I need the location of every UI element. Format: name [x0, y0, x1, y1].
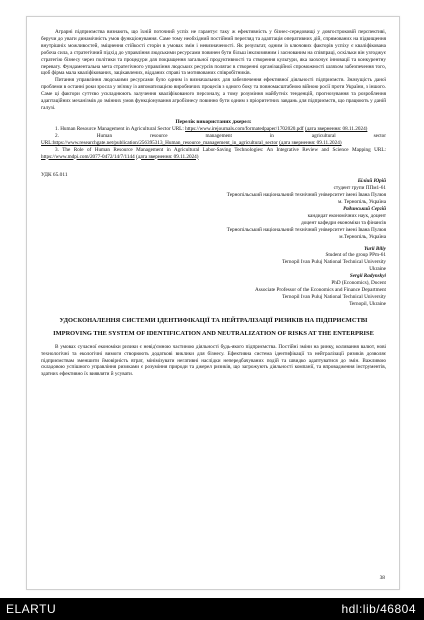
- abstract-paragraph: В умовах сучасної економіки ризики є невід'ємною частиною діяльності будь-якого підприємства. Постійні зміни на ринку, коливання валют, нові технологічні та екологічні вимоги створюють додаткові виклики для бізнесу. Ефективна система ідентифікації та нейтралізації ризиків дозволяє підприємствам зменшити ймовірність втрат, мінімізувати негативні наслідки непередбачуваних подій та швидко адаптуватися до змін. Важливою складовою успішного управління ризиками є розуміння природи та джерел ризиків, що загрожують діяльності компанії, та впровадження інструментів, здатних ефективно їх виявляти й усувати.: [41, 343, 386, 378]
- author-name: Біліий Юрій: [357, 178, 386, 185]
- reference-date: (дата звернення: 09.11.2024): [136, 153, 199, 160]
- reference-text: Human Resource Management in Agricultural Sector URL:: [60, 125, 184, 132]
- reference-number: 1.: [55, 125, 59, 132]
- reference-link[interactable]: https://www.irejournals.com/formatedpaper/1702020.pdf: [185, 125, 304, 132]
- body-paragraph-2: Питання управління людськими ресурсами було одним із визначальних для забезпечення ефективної діяльності підприємств. Значущість даної проблеми в останні роки зросла у зв'язку із автоматизацією виробничих процесів з одного боку та повномасштабною війною росії проти України, з іншого. Саме ці фактори суттєво ускладнюють залучення кваліфікованого персоналу, а тому розуміння майбутніх тенденцій, прогнозування та розроблення адаптаційних механізмів до змінних умов функціонування агробізнесу повинно бути одним з пріоритетних завдань для підприємств, що працюють у даній галузі.: [41, 77, 386, 111]
- author-info-line: кандидат економічних наук, доцент: [307, 212, 386, 219]
- references-title: Перелік використаних джерел:: [175, 118, 252, 125]
- author-name: Sergii Radynskyi: [349, 273, 386, 280]
- handle-identifier[interactable]: hdl:lib/46804: [341, 602, 416, 616]
- page-number: 38: [379, 575, 385, 581]
- reference-item: [41, 126, 386, 133]
- author-name: Радинський Сергій: [343, 206, 386, 213]
- page-content: [41, 29, 386, 378]
- author-info-line: Student of the group PPm-61: [325, 252, 386, 259]
- reference-link[interactable]: https://www.mdpi.com/2077-0472/14/7/1144: [41, 153, 135, 160]
- author-info-line: Ternopil, Ukraine: [349, 300, 386, 307]
- repository-footer-bar: [0, 598, 424, 620]
- reference-date: (дата звернення: 09.11.2024): [279, 139, 342, 146]
- author-info-line: Тернопільський національний технічний університет імені Івана Пулюя: [226, 226, 386, 233]
- reference-number: 2.: [55, 132, 59, 139]
- reference-number: 3.: [55, 146, 59, 153]
- author-info-line: Ternopil Ivan Puluj National Technical University: [282, 259, 386, 266]
- author-info-line: Тернопільський національний технічний університет імені Івана Пулюя: [226, 192, 386, 199]
- reference-link[interactable]: URL:https://www.researchgate.net/publication/256395313_Human_resource_management_in_agricultural_sector: [41, 139, 278, 146]
- author-info-line: Ukraine: [369, 266, 386, 273]
- authors-ukrainian: [41, 178, 386, 240]
- authors-english: [41, 246, 386, 308]
- author-name: Yurii Biliy: [364, 245, 386, 252]
- article-title-english: IMPROVING THE SYSTEM OF IDENTIFICATION AND NEUTRALIZATION OF RISKS AT THE ENTERPRISE: [53, 329, 374, 337]
- reference-text: The Role of Human Resource Management in Agricultural Labor-Saving Technologies: An Integrative Review and Science Mapping URL:: [62, 146, 386, 153]
- author-info-line: PhD (Economics), Docent: [331, 280, 386, 287]
- author-info-line: доцент кафедри економіки та фінансів: [301, 219, 386, 226]
- reference-date: (дата звернення: 08.11.2024): [304, 125, 368, 132]
- author-info-line: Ternopil Ivan Puluj National Technical University: [282, 293, 386, 300]
- author-info-line: Associate Professor of the Economics and Finance Department: [255, 287, 386, 293]
- reference-item: [41, 133, 386, 147]
- reference-item: [41, 147, 386, 161]
- document-page: [26, 16, 400, 590]
- repository-name: ELARTU: [6, 602, 57, 616]
- author-info-line: м.Тернопіль, Україна: [339, 233, 386, 240]
- udk-code: УДК 65.011: [41, 172, 68, 179]
- article-title-ukrainian: УДОСКОНАЛЕННЯ СИСТЕМИ ІДЕНТИФІКАЦІЇ ТА НЕЙТРАЛІЗАЦІЇ РИЗИКІВ НА ПІДПРИЄМСТВІ: [59, 316, 368, 324]
- author-info-line: студент групи ППм1-61: [333, 185, 386, 192]
- body-paragraph-1: Аграрні підприємства визнають, що їхній поточний успіх не гарантує таку ж ефективність у бізнес-середовищі у довгостроковій перспективі, беручи до уваги динамічність умов функціонування. Саме тому необхідний постійний перегляд та адаптація оперативних дій, спрямованих на підвищення внутрішніх можливостей, зміцнення стійкості сторін в умовах змін і невизначеності. Як результат, одним із ключових факторів успіху є кваліфікована робоча сила, а стратегічний підхід до управління людськими ресурсами повинен бути більш інклюзивним і заснованим на співпраці, оскільки він узгоджує стратегію бізнесу через політики та процедури для покращення загальної продуктивності та створення культури, яка заохочує інновації та конкурентну перевагу. Фундаментальна мета стратегічного управління людських ресурсів полягає в створенні організаційної спроможності шляхом забезпечення того, щоб фірма мала кваліфікованих, зацікавлених, відданих справі та мотивованих співробітників.: [41, 29, 386, 77]
- reference-text: Human resource management in agricultural sector: [96, 132, 386, 139]
- author-info-line: м. Тернопіль, Україна: [337, 199, 386, 206]
